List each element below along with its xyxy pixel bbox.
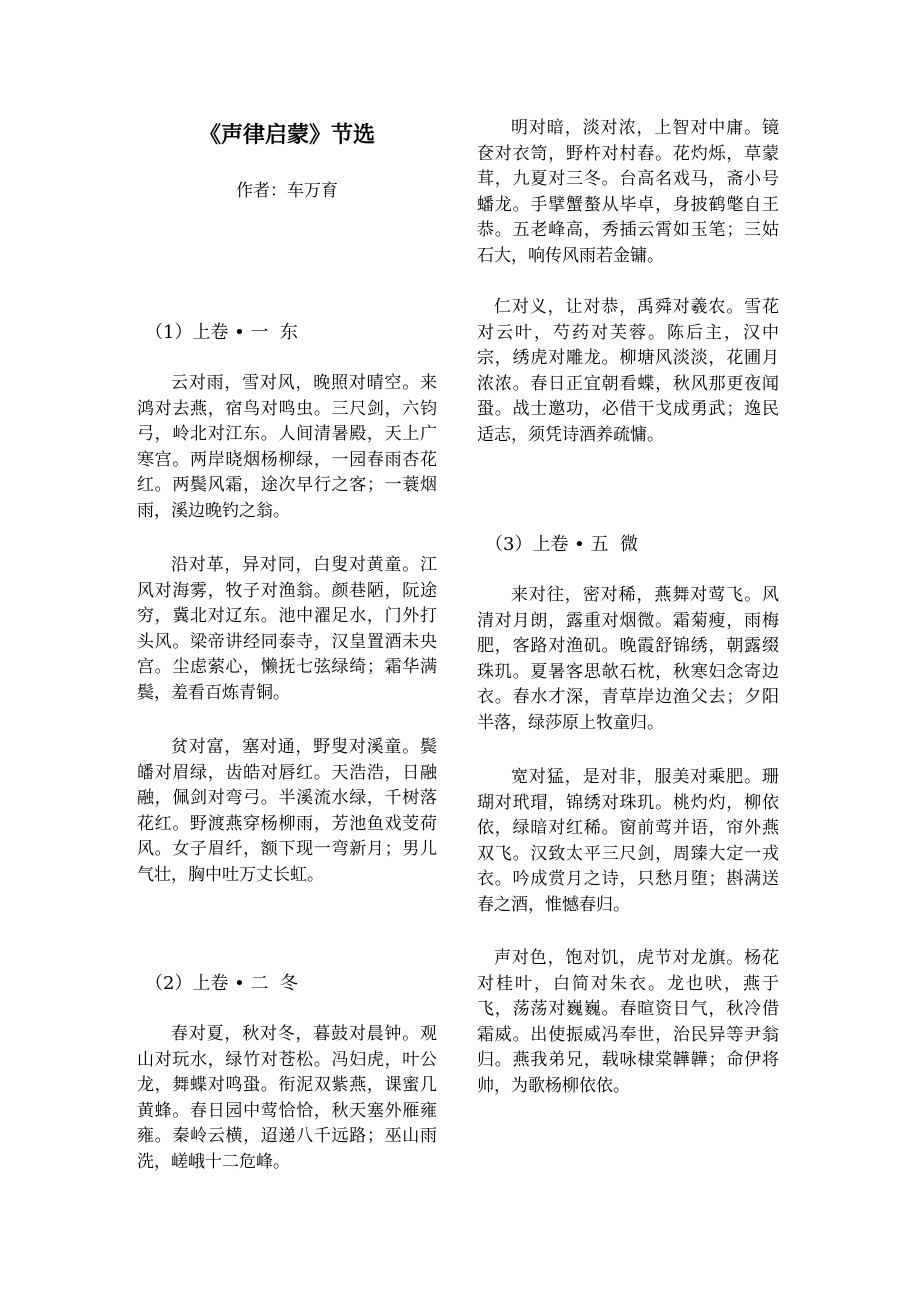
author-line: 作者：车万育	[236, 181, 338, 201]
paragraph: 明对暗，淡对浓，上智对中庸。镜奁对衣笥，野杵对村舂。花灼烁，草蒙茸，九夏对三冬。台高名戏马，斋小号蟠龙。手擘蟹螯从毕卓，身披鹤氅自王恭。五老峰高，秀插云霄如玉笔；三姑石大，响传风雨若金镛。	[477, 118, 779, 266]
paragraph: 云对雨，雪对风，晚照对晴空。来鸿对去燕，宿鸟对鸣虫。三尺剑，六钧弓，岭北对江东。人间清暑殿，天上广寒宫。两岸晓烟杨柳绿，一园春雨杏花红。两鬓风霜，途次早行之客；一蓑烟雨，溪边晚钓之翁。	[137, 373, 437, 521]
paragraph: 宽对猛，是对非，服美对乘肥。珊瑚对玳瑁，锦绣对珠玑。桃灼灼，柳依依，绿暗对红稀。窗前莺并语，帘外燕双飞。汉致太平三尺剑，周臻大定一戎衣。吟成赏月之诗，只愁月堕；斟满送春之酒，惟憾春归。	[477, 767, 779, 915]
paragraph: 沿对革，异对同，白叟对黄童。江风对海雾，牧子对渔翁。颜巷陋，阮途穷，冀北对辽东。池中濯足水，门外打头风。梁帝讲经同泰寺，汉皇置酒未央宫。尘虑萦心，懒抚七弦绿绮；霜华满鬓，羞看百炼青铜。	[137, 555, 437, 703]
paragraph: 春对夏，秋对冬，暮鼓对晨钟。观山对玩水，绿竹对苍松。冯妇虎，叶公龙，舞蝶对鸣蛩。衔泥双紫燕，课蜜几黄蜂。春日园中莺恰恰，秋天塞外雁雍雍。秦岭云横，迢递八千远路；巫山雨洗，嵯峨十二危峰。	[137, 1024, 437, 1172]
paragraph: 来对往，密对稀，燕舞对莺飞。风清对月朗，露重对烟微。霜菊瘦，雨梅肥，客路对渔矶。晚霞舒锦绣，朝露缀珠玑。夏暑客思欹石枕，秋寒妇念寄边衣。春水才深，青草岸边渔父去；夕阳半落，绿莎原上牧童归。	[477, 585, 779, 733]
section-heading-2: （2）上卷 • 二 冬	[145, 973, 298, 994]
section-heading-1: （1）上卷 • 一 东	[145, 322, 298, 343]
section-heading-3: （3）上卷 • 五 微	[485, 534, 638, 555]
paragraph: 贫对富，塞对通，野叟对溪童。鬓皤对眉绿，齿皓对唇红。天浩浩，日融融，佩剑对弯弓。半溪流水绿，千树落花红。野渡燕穿杨柳雨，芳池鱼戏芰荷风。女子眉纤，额下现一弯新月；男儿气壮，胸中吐万丈长虹。	[137, 737, 437, 885]
paragraph: 仁对义，让对恭，禹舜对羲农。雪花对云叶，芍药对芙蓉。陈后主，汉中宗，绣虎对雕龙。柳塘风淡淡，花圃月浓浓。春日正宜朝看蝶，秋风那更夜闻蛩。战士邀功，必借干戈成勇武；逸民适志，须凭诗酒养疏慵。	[477, 297, 779, 445]
document-title: 《声律启蒙》节选	[198, 122, 375, 148]
paragraph: 声对色，饱对饥，虎节对龙旗。杨花对桂叶，白简对朱衣。龙也吠，燕于飞，荡荡对巍巍。春暄资日气，秋冷借霜威。出使振威冯奉世，治民异等尹翁归。燕我弟兄，载咏棣棠韡韡；命伊将帅，为歌杨柳依依。	[477, 948, 779, 1096]
